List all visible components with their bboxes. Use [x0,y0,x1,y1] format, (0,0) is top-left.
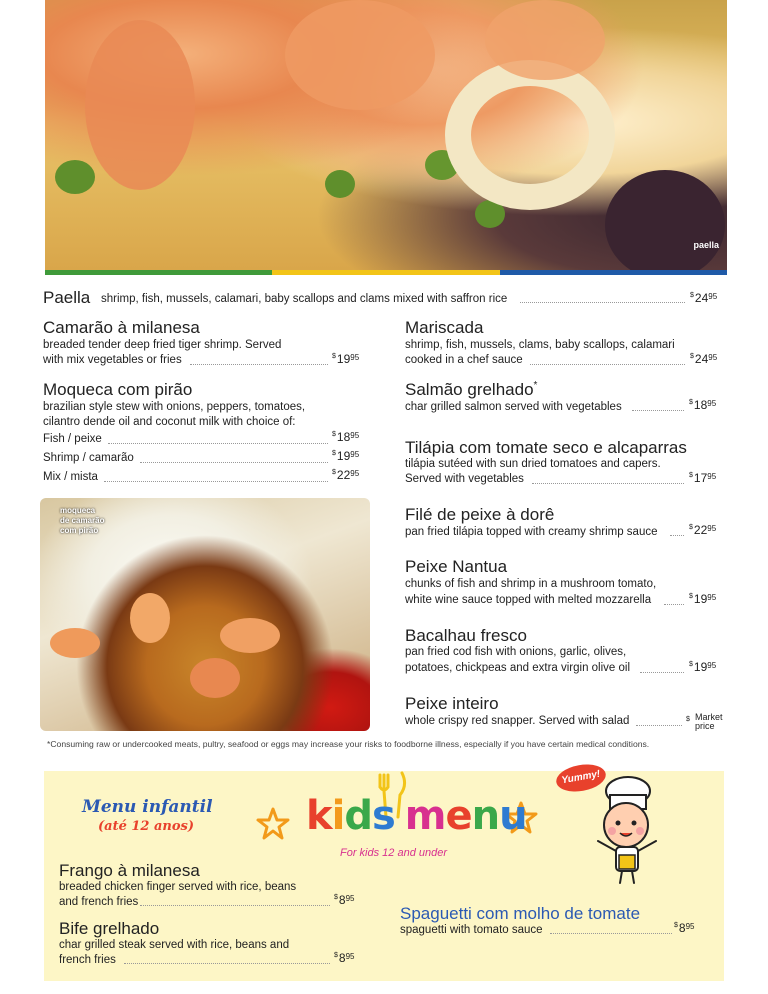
leader-dots [108,443,328,444]
camarao-desc-1: breaded tender deep fried tiger shrimp. Served [43,339,282,351]
leader-dots [140,462,328,463]
menu-infantil-age: (até 12 anos) [98,819,195,834]
tilapia-price: $^{\$}17^{95}$ [689,471,717,485]
star-icon [256,807,290,841]
color-stripe-blue [500,270,727,275]
leader-dots [532,483,684,484]
file-desc: pan fried tilápia topped with creamy shrimp sauce [405,526,658,538]
nantua-name: Peixe Nantua [405,557,508,576]
mariscada-desc-1: shrimp, fish, mussels, clams, baby scallops, calamari [405,339,675,351]
moqueca-desc-1: brazilian style stew with onions, peppers, tomatoes, [43,401,306,413]
salmao-price: $^{\$}18^{95}$ [689,398,717,412]
paella-price: $^{\$}24^{95}$ [690,291,718,305]
moqueca-option-shrimp: Shrimp / camarão [43,452,134,464]
moqueca-desc-2: cilantro dende oil and coconut milk with choice of: [43,416,296,428]
inteiro-market-price: Market price [695,712,723,731]
salmao-desc: char grilled salmon served with vegetables [405,401,622,413]
yummy-bubble: Yummy! [554,761,608,795]
moqueca-option-mix-price: $^{\$}22^{95}$ [332,468,360,482]
kids-title-letter: m [404,793,446,839]
inteiro-currency: $ [686,716,690,723]
frango-name: Frango à milanesa [59,861,200,880]
paella-name: Paella [43,288,91,307]
salmao-name: Salmão grelhado* [405,380,538,399]
leader-dots [550,933,672,934]
leader-dots [140,905,330,906]
frango-desc-2: and french fries [59,896,139,908]
tilapia-name: Tilápia com tomate seco e alcaparras [405,438,687,457]
frango-desc-1: breaded chicken finger served with rice, beans [59,881,297,893]
file-name: Filé de peixe à dorê [405,505,555,524]
bife-name: Bife grelhado [59,919,160,938]
bacalhau-desc-2: potatoes, chickpeas and extra virgin olive oil [405,662,631,674]
kids-title-letter: i [331,793,345,839]
nantua-desc-2: white wine sauce topped with melted mozzarella [405,594,652,606]
camarao-name: Camarão à milanesa [43,318,200,337]
leader-dots [670,535,684,536]
leader-dots [104,481,328,482]
leader-dots [664,604,684,605]
bife-price: $^{\$}8^{95}$ [334,951,355,965]
frango-price: $^{\$}8^{95}$ [334,893,355,907]
tilapia-desc-1: tilápia sutéed with sun dried tomatoes and capers. [405,458,661,470]
leader-dots [530,364,685,365]
bacalhau-price: $^{\$}19^{95}$ [689,660,717,674]
spaguetti-name: Spaguetti com molho de tomate [400,904,641,923]
paella-desc: shrimp, fish, mussels, calamari, baby scallops and clams mixed with saffron rice [101,293,508,305]
chef-kid-illustration [584,775,664,887]
spaguetti-price: $^{\$}8^{95}$ [674,921,695,935]
disclaimer: *Consuming raw or undercooked meats, pultry, seafood or eggs may increase your risks to foodborne illness, especially if you have certain medical conditions. [47,739,650,749]
bacalhau-desc-1: pan fried cod fish with onions, garlic, olives, [405,646,627,658]
nantua-price: $^{\$}19^{95}$ [689,592,717,606]
moqueca-name: Moqueca com pirão [43,380,193,399]
leader-dots [520,302,685,303]
bife-desc-2: french fries [59,954,116,966]
mariscada-name: Mariscada [405,318,484,337]
bife-desc-1: char grilled steak served with rice, beans and [59,939,290,951]
moqueca-option-shrimp-price: $^{\$}19^{95}$ [332,449,360,463]
kids-menu-panel [44,768,724,981]
kids-title-letter: k [306,793,332,839]
paella-photo [45,0,727,270]
camarao-desc-2: with mix vegetables or fries [43,354,182,366]
moqueca-option-fish: Fish / peixe [43,433,102,445]
spaguetti-desc: spaguetti with tomato sauce [400,924,543,936]
kids-menu-title [306,793,527,839]
moqueca-option-mix: Mix / mista [43,471,98,483]
menu-infantil-title: Menu infantil [82,797,213,817]
kids-menu-subtitle: For kids 12 and under [340,847,448,859]
inteiro-desc: whole crispy red snapper. Served with salad [405,715,630,727]
mariscada-desc-2: cooked in a chef sauce [405,354,523,366]
leader-dots [640,672,684,673]
paella-photo-caption: paella [693,240,719,250]
camarao-price: $^{\$}19^{95}$ [332,352,360,366]
color-stripe-green [45,270,272,275]
moqueca-option-fish-price: $^{\$}18^{95}$ [332,430,360,444]
kids-title-letter: n [471,793,500,839]
color-stripe-yellow [272,270,500,275]
kids-title-letter: s [371,793,395,839]
moqueca-photo [40,498,370,731]
leader-dots [124,963,330,964]
leader-dots [190,364,328,365]
nantua-desc-1: chunks of fish and shrimp in a mushroom tomato, [405,578,657,590]
moqueca-photo-caption: moqueca de camarão com pirão [60,506,105,535]
kids-title-letter: d [344,793,372,839]
leader-dots [636,725,682,726]
tilapia-desc-2: Served with vegetables [405,473,524,485]
mariscada-price: $^{\$}24^{95}$ [690,352,718,366]
leader-dots [632,410,684,411]
file-price: $^{\$}22^{95}$ [689,523,717,537]
inteiro-name: Peixe inteiro [405,694,499,713]
kids-title-letter: u [499,793,527,839]
kids-title-letter: e [445,793,472,839]
bacalhau-name: Bacalhau fresco [405,626,527,645]
